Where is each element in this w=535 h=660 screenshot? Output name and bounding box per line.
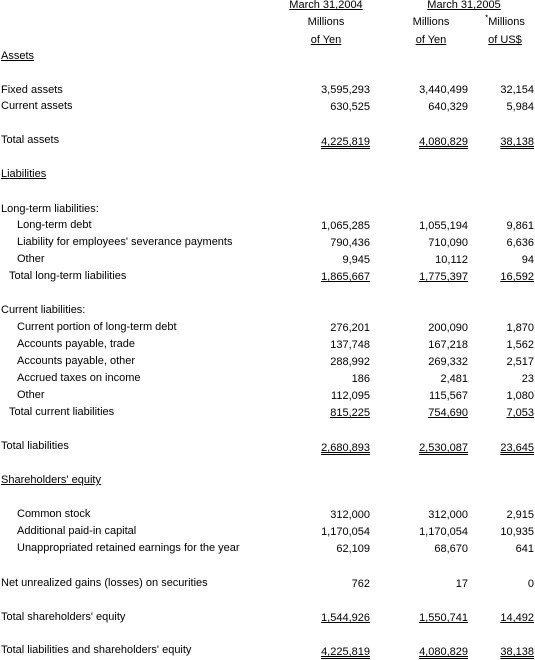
- value-2005: 4,080,829: [419, 646, 468, 658]
- value-usd: 23: [521, 373, 534, 385]
- value-usd: 94: [521, 254, 534, 266]
- col-2005-unit-line1: Millions: [412, 16, 450, 28]
- section-liabilities: Liabilities: [1, 168, 47, 180]
- value-2004: 4,225,819: [321, 646, 370, 658]
- row-label: Unappropriated retained earnings for the year: [17, 542, 240, 554]
- row-label: Accounts payable, other: [17, 355, 136, 367]
- value-2004: 186: [351, 373, 370, 385]
- row-label: Total liabilities: [1, 440, 69, 452]
- col-usd-unit-line2: of US$: [488, 34, 522, 46]
- row-label: Current portion of long-term debt: [17, 321, 177, 333]
- row-label: Accrued taxes on income: [17, 372, 141, 384]
- value-2004: 630,525: [330, 101, 370, 113]
- value-usd: 9,861: [506, 220, 534, 232]
- value-usd: 0: [527, 578, 534, 590]
- value-2005: 1,775,397: [419, 271, 468, 283]
- value-2005: 68,670: [434, 543, 468, 555]
- value-2005: 3,440,499: [419, 84, 468, 96]
- value-2004: 62,109: [336, 543, 370, 555]
- row-label: Total current liabilities: [9, 406, 115, 418]
- value-usd: 2,915: [506, 509, 534, 521]
- value-2005: 10,112: [435, 254, 468, 266]
- value-usd: 641: [515, 543, 534, 555]
- value-2004: 137,748: [330, 339, 370, 351]
- value-2005: 2,530,087: [419, 442, 468, 454]
- value-2004: 790,436: [330, 237, 370, 249]
- value-usd: 6,636: [506, 237, 534, 249]
- value-usd: 14,492: [500, 612, 534, 624]
- row-label: Total shareholders' equity: [1, 611, 126, 623]
- value-usd: 7,053: [506, 407, 534, 419]
- col-2004-date: March 31,2004: [289, 0, 363, 11]
- row-label: Total long-term liabilities: [9, 270, 127, 282]
- value-2005: 1,055,194: [419, 220, 468, 232]
- value-2004: 312,000: [330, 509, 370, 521]
- row-label: Additional paid-in capital: [17, 525, 137, 537]
- value-2005: 312,000: [428, 509, 468, 521]
- col-usd-unit-line1: [474, 15, 535, 29]
- value-usd: 23,645: [500, 442, 534, 454]
- value-usd: 5,984: [506, 101, 534, 113]
- row-label: Long-term debt: [17, 219, 92, 231]
- row-label: Other: [17, 389, 45, 401]
- row-label: Other: [17, 253, 45, 265]
- row-label: Common stock: [17, 508, 91, 520]
- col-2005-date: March 31,2005: [427, 0, 501, 11]
- col-2004-unit-line1: Millions: [307, 16, 345, 28]
- footnote-marker: *: [485, 13, 489, 23]
- col-2004-unit-line2: of Yen: [310, 34, 342, 46]
- value-usd: 1,080: [506, 390, 534, 402]
- value-2005: 115,567: [429, 390, 468, 402]
- col-usd-unit-line1-text: Millions: [488, 16, 525, 28]
- value-2005: 167,218: [428, 339, 468, 351]
- value-usd: 10,935: [500, 526, 534, 538]
- value-2004: 112,095: [331, 390, 370, 402]
- value-2005: 2,481: [440, 373, 468, 385]
- value-2004: 3,595,293: [321, 84, 370, 96]
- value-2005: 710,090: [428, 237, 468, 249]
- value-2004: 815,225: [330, 407, 370, 419]
- value-usd: 38,138: [500, 646, 534, 658]
- value-usd: 32,154: [500, 84, 534, 96]
- value-usd: 38,138: [500, 136, 534, 148]
- value-2004: 1,865,667: [321, 271, 370, 283]
- value-2004: 762: [351, 578, 370, 590]
- row-label: Accounts payable, trade: [17, 338, 136, 350]
- value-2004: 276,201: [330, 322, 370, 334]
- value-usd: 1,870: [506, 322, 534, 334]
- value-2005: 4,080,829: [419, 136, 468, 148]
- value-2005: 1,550,741: [419, 612, 468, 624]
- value-2004: 9,945: [342, 254, 370, 266]
- row-label: Total assets: [1, 134, 60, 146]
- value-2005: 754,690: [428, 407, 468, 419]
- value-2004: 1,065,285: [321, 220, 370, 232]
- value-2005: 17: [455, 578, 468, 590]
- col-2005-unit-line2: of Yen: [415, 34, 447, 46]
- value-usd: 16,592: [500, 271, 534, 283]
- value-usd: 2,517: [506, 356, 534, 368]
- row-label: Fixed assets: [1, 84, 63, 96]
- row-label: Net unrealized gains (losses) on securities: [1, 577, 208, 589]
- section-equity: Shareholders' equity: [1, 474, 101, 486]
- value-usd: 1,562: [506, 339, 534, 351]
- section-assets: Assets: [1, 50, 35, 62]
- row-label: Current liabilities:: [1, 304, 86, 316]
- value-2005: 640,329: [428, 101, 468, 113]
- row-label: Liability for employees' severance payments: [17, 236, 233, 248]
- value-2005: 1,170,054: [419, 526, 468, 538]
- value-2005: 200,090: [428, 322, 468, 334]
- value-2004: 1,544,926: [321, 612, 370, 624]
- value-2004: 2,680,893: [321, 442, 370, 454]
- row-label: Total liabilities and shareholders' equity: [1, 644, 192, 656]
- value-2004: 1,170,054: [321, 526, 370, 538]
- row-label: Long-term liabilities:: [1, 203, 99, 215]
- value-2004: 4,225,819: [321, 136, 370, 148]
- row-label: Current assets: [1, 100, 73, 112]
- value-2005: 269,332: [428, 356, 468, 368]
- value-2004: 288,992: [330, 356, 370, 368]
